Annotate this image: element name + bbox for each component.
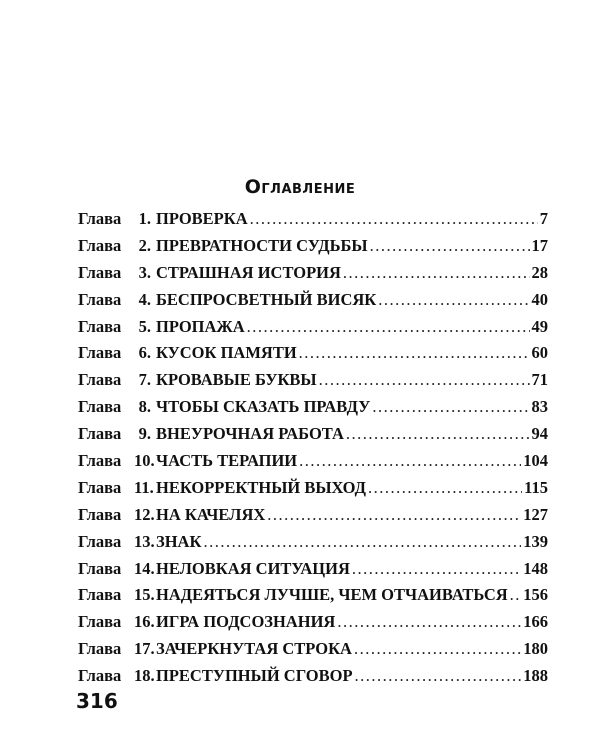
chapter-number: 18. bbox=[134, 666, 155, 686]
dot-leader bbox=[370, 236, 530, 256]
toc-entry[interactable] bbox=[78, 639, 548, 666]
chapter-page: 28 bbox=[531, 262, 548, 282]
chapter-page: 60 bbox=[531, 343, 548, 363]
chapter-title: КУСОК ПАМЯТИ bbox=[156, 343, 297, 363]
chapter-page: 139 bbox=[523, 531, 548, 551]
chapter-label: Глава bbox=[78, 209, 122, 228]
dot-leader bbox=[354, 639, 521, 659]
chapter-title: ЧАСТЬ ТЕРАПИИ bbox=[156, 451, 298, 471]
toc-entry[interactable] bbox=[78, 290, 548, 317]
chapter-page: 188 bbox=[523, 666, 548, 686]
page-number: 316 bbox=[76, 689, 118, 713]
dot-leader bbox=[319, 370, 530, 390]
chapter-label: Глава bbox=[78, 370, 122, 390]
toc-entry[interactable] bbox=[78, 397, 548, 424]
toc-entry[interactable] bbox=[78, 424, 548, 451]
toc-entry[interactable] bbox=[78, 451, 548, 478]
chapter-title: ПРЕВРАТНОСТИ СУДЬБЫ bbox=[156, 235, 368, 255]
toc-entry[interactable] bbox=[78, 585, 548, 612]
chapter-number: 3. bbox=[138, 262, 151, 282]
chapter-title: ЧТОБЫ СКАЗАТЬ ПРАВДУ bbox=[156, 397, 371, 417]
chapter-number: 15. bbox=[134, 585, 155, 605]
chapter-page: 94 bbox=[531, 424, 548, 444]
chapter-number: 17. bbox=[134, 639, 155, 659]
chapter-number: 10. bbox=[134, 451, 155, 471]
dot-leader bbox=[352, 559, 521, 579]
chapter-title: ПРОВЕРКА bbox=[156, 209, 248, 228]
chapter-page: 17 bbox=[531, 235, 548, 255]
chapter-title: БЕСПРОСВЕТНЫЙ ВИСЯК bbox=[156, 289, 377, 309]
dot-leader bbox=[337, 612, 521, 632]
chapter-label: Глава bbox=[78, 558, 122, 578]
chapter-page: 104 bbox=[523, 451, 548, 471]
chapter-label: Глава bbox=[78, 343, 122, 363]
chapter-label: Глава bbox=[78, 666, 122, 686]
dot-leader bbox=[510, 585, 522, 605]
dot-leader bbox=[299, 343, 530, 363]
chapter-number: 13. bbox=[134, 531, 155, 551]
chapter-page: 166 bbox=[523, 612, 548, 632]
chapter-label: Глава bbox=[78, 424, 122, 444]
chapter-page: 40 bbox=[531, 289, 548, 309]
chapter-label: Глава bbox=[78, 289, 122, 309]
chapter-page: 180 bbox=[523, 639, 548, 659]
dot-leader bbox=[372, 397, 529, 417]
chapter-label: Глава bbox=[78, 504, 122, 524]
dot-leader bbox=[250, 209, 538, 229]
chapter-label: Глава bbox=[78, 397, 122, 417]
chapter-number: 4. bbox=[138, 289, 151, 309]
chapter-title: НА КАЧЕЛЯХ bbox=[156, 504, 266, 524]
chapter-title: ИГРА ПОДСОЗНАНИЯ bbox=[156, 612, 336, 632]
dot-leader bbox=[368, 478, 522, 498]
toc-entry[interactable] bbox=[78, 209, 548, 236]
chapter-page: 127 bbox=[523, 504, 548, 524]
dot-leader bbox=[247, 317, 530, 337]
chapter-number: 16. bbox=[134, 612, 155, 632]
dot-leader bbox=[346, 424, 530, 444]
chapter-title: СТРАШНАЯ ИСТОРИЯ bbox=[156, 262, 341, 282]
chapter-page: 156 bbox=[523, 585, 548, 605]
chapter-label: Глава bbox=[78, 235, 122, 255]
chapter-page: 49 bbox=[531, 316, 548, 336]
toc-entry[interactable] bbox=[78, 559, 548, 586]
chapter-label: Глава bbox=[78, 316, 122, 336]
toc-entry[interactable] bbox=[78, 478, 548, 505]
chapter-page: 83 bbox=[531, 397, 548, 417]
chapter-title: ЗНАК bbox=[156, 531, 202, 551]
chapter-label: Глава bbox=[78, 612, 122, 632]
chapter-number: 11. bbox=[134, 477, 154, 497]
chapter-title: ПРОПАЖА bbox=[156, 316, 245, 336]
toc-entry[interactable] bbox=[78, 505, 548, 532]
toc-entry[interactable] bbox=[78, 666, 548, 693]
chapter-number: 14. bbox=[134, 558, 155, 578]
dot-leader bbox=[378, 290, 529, 310]
chapter-number: 12. bbox=[134, 504, 155, 524]
chapter-number: 8. bbox=[138, 397, 151, 417]
chapter-page: 148 bbox=[523, 558, 548, 578]
chapter-title: ПРЕСТУПНЫЙ СГОВОР bbox=[156, 666, 353, 686]
dot-leader bbox=[343, 263, 530, 283]
chapter-label: Глава bbox=[78, 639, 122, 659]
toc-entry[interactable] bbox=[78, 317, 548, 344]
chapter-title: ЗАЧЕРКНУТАЯ СТРОКА bbox=[156, 639, 352, 659]
chapter-number: 2. bbox=[138, 235, 151, 255]
chapter-title: КРОВАВЫЕ БУКВЫ bbox=[156, 370, 317, 390]
chapter-title: НЕЛОВКАЯ СИТУАЦИЯ bbox=[156, 558, 350, 578]
chapter-label: Глава bbox=[78, 262, 122, 282]
chapter-number: 5. bbox=[138, 316, 151, 336]
toc-title: Оглавление bbox=[244, 176, 356, 198]
chapter-label: Глава bbox=[78, 477, 122, 497]
chapter-number: 9. bbox=[138, 424, 151, 444]
chapter-title: НАДЕЯТЬСЯ ЛУЧШЕ, ЧЕМ ОТЧАИВАТЬСЯ bbox=[156, 585, 508, 605]
toc-entry[interactable] bbox=[78, 263, 548, 290]
chapter-number: 7. bbox=[138, 370, 151, 390]
dot-leader bbox=[203, 532, 521, 552]
chapter-label: Глава bbox=[78, 451, 122, 471]
chapter-label: Глава bbox=[78, 531, 122, 551]
chapter-label: Глава bbox=[78, 585, 122, 605]
toc-entry[interactable] bbox=[78, 343, 548, 370]
dot-leader bbox=[299, 451, 521, 471]
toc-entry[interactable] bbox=[78, 236, 548, 263]
dot-leader bbox=[355, 666, 522, 686]
chapter-page: 71 bbox=[531, 370, 548, 390]
chapter-title: НЕКОРРЕКТНЫЙ ВЫХОД bbox=[156, 477, 367, 497]
chapter-page: 115 bbox=[524, 477, 548, 497]
chapter-page: 7 bbox=[539, 209, 548, 228]
chapter-title: ВНЕУРОЧНАЯ РАБОТА bbox=[156, 424, 344, 444]
toc-entry[interactable] bbox=[78, 612, 548, 639]
chapter-number: 6. bbox=[138, 343, 151, 363]
dot-leader bbox=[267, 505, 521, 525]
toc-list bbox=[78, 209, 548, 693]
toc-entry[interactable] bbox=[78, 532, 548, 559]
chapter-number: 1. bbox=[138, 209, 151, 228]
toc-entry[interactable] bbox=[78, 370, 548, 397]
